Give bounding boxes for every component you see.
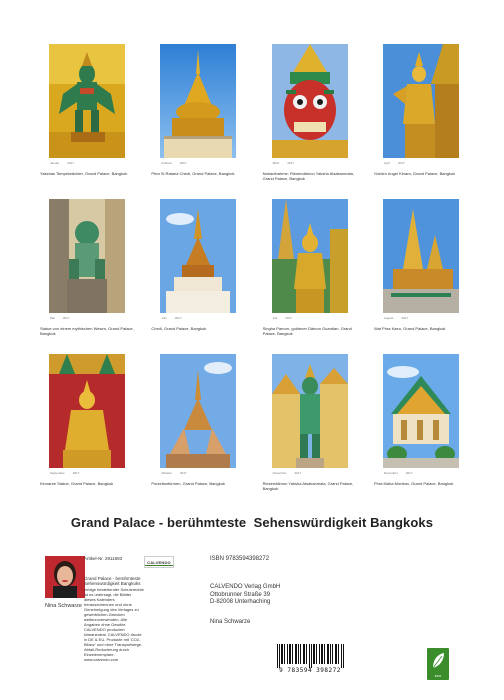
- month-name: Oktober: [161, 471, 172, 475]
- photo-golden-chedi: [160, 44, 236, 158]
- publisher-name: CALVENDO Verlag GmbH: [210, 584, 281, 590]
- month-year: 2017: [294, 471, 302, 475]
- month-cell-september: [40, 354, 134, 509]
- logo-text: CALVENDO: [147, 559, 171, 565]
- grid-row: [40, 354, 468, 509]
- leaf-icon: [431, 652, 445, 670]
- month-name: November: [272, 471, 287, 475]
- grid-row: [40, 199, 468, 354]
- month-name: September: [50, 471, 65, 475]
- month-year: 2017: [174, 316, 182, 320]
- isbn: ISBN 9783594398272: [210, 556, 270, 562]
- barcode: [273, 644, 347, 674]
- photo-grid: [40, 44, 468, 509]
- photo-caption: Porzellantürmen, Grand Palace, Bangkok: [151, 481, 225, 486]
- month-cell-oktober: [151, 354, 245, 509]
- calendar-title: Grand Palace - berühmteste Sehenswürdigkeit Bangkoks: [70, 515, 434, 530]
- footer: [40, 552, 468, 682]
- month-year: 2017: [287, 161, 295, 165]
- month-year: 2017: [285, 316, 292, 320]
- photo-wat-phra-kaeo: [383, 199, 459, 313]
- month-year: 2017: [72, 471, 80, 475]
- month-year: 2017: [179, 161, 187, 165]
- eco-badge: [427, 648, 449, 680]
- photo-kinnaree-statue: [49, 354, 125, 468]
- photo-caption: Golden Angel Kinara, Grand Palace, Bangkok: [373, 171, 456, 176]
- month-cell-august: [374, 199, 468, 354]
- month-name: Juli: [272, 316, 278, 320]
- author-photo: [45, 556, 85, 598]
- month-year: 2017: [62, 316, 70, 320]
- photo-chedi: [160, 199, 236, 313]
- product-title: Grand Palace - berühmteste Sehenswürdigkeit Bangkoks: [84, 576, 141, 586]
- month-cell-november: [263, 354, 357, 509]
- month-year: 2017: [67, 161, 74, 165]
- calvendo-logo: [144, 556, 174, 568]
- publisher-street: Ottobrunner Straße 39: [210, 591, 271, 598]
- photo-caption: Kinnaree Statue, Grand Palace, Bangkok: [40, 481, 114, 486]
- photo-porcelain-tower: [160, 354, 236, 468]
- month-name: Mai: [50, 316, 55, 320]
- publisher-city: D-82008 Unterhaching: [210, 599, 271, 605]
- photo-caption: Wat Phra Kaeo, Grand Palace, Bangkok: [373, 326, 446, 331]
- month-name: April: [383, 161, 390, 165]
- month-cell-maerz: [263, 44, 357, 199]
- month-cell-mai: [40, 199, 134, 354]
- month-year: 2017: [401, 316, 409, 320]
- photo-yaksha-guardian: [49, 44, 125, 158]
- month-cell-januar: [40, 44, 134, 199]
- photo-caption: Nahaufnahme: Riesendämon Yaksha Atsakanmala, Grand Palace, Bangkok: [262, 171, 354, 181]
- month-year: 2017: [398, 161, 405, 165]
- month-name: Januar: [50, 161, 60, 165]
- month-name: Dezember: [383, 471, 398, 475]
- month-name: Juni: [161, 316, 167, 320]
- barcode-number: 9 783594 398272: [279, 667, 341, 674]
- eco-label: eco: [434, 673, 442, 678]
- author-name: Nina Schwarze: [45, 603, 82, 609]
- month-year: 2017: [405, 471, 413, 475]
- photo-singha-panom: [272, 199, 348, 313]
- grid-row: [40, 44, 468, 199]
- photo-phra-maha-montian: [383, 354, 459, 468]
- legal-notice: Infolge bestehender Schutzrechte ist es untersagt, die Blätter dieses Kalenders herauszutrennen und ohne Genehmigung des Verlages zu gewerblichen Zwecken weiterzuverwenden. Alle Angaben ohne Gewähr. CALVENDO produziert klimaneutral. CALVENDO druckt in DE & EU. Produkte mit 'CO2-Bilanz' und ohne Transportwege. Abfall-Reduzierung durch Einzelexemplare. www.calvendo.com: [84, 587, 144, 662]
- month-name: Februar: [161, 161, 172, 165]
- photo-golden-kinara: [383, 44, 459, 158]
- month-cell-februar: [151, 44, 245, 199]
- photo-caption: Phra Si Ratana Chedi, Grand Palace, Bangkok: [151, 171, 235, 176]
- photo-mythical-statue: [49, 199, 125, 313]
- author-name-repeat: Nina Schwarze: [210, 619, 251, 625]
- photo-caption: Singha Panom- goldener Dämon Guardian, Grand Palace, Bangkok: [262, 326, 352, 336]
- month-cell-juli: [263, 199, 357, 354]
- month-cell-dezember: [374, 354, 468, 509]
- month-year: 2017: [180, 471, 187, 475]
- month-name: August: [383, 316, 394, 320]
- photo-caption: Statue von einem mythischen Wesen, Grand Palace, Bangkok: [40, 326, 134, 336]
- publisher-address: [210, 584, 280, 607]
- photo-caption: Phra Maha Montian, Grand Palace, Bangkok: [373, 481, 454, 486]
- photo-caption: Yakshas Tempelwächter, Grand Palace, Bangkok: [40, 171, 128, 176]
- photo-giant-demon: [272, 354, 348, 468]
- photo-caption: Chedi, Grand Palace, Bangkok: [151, 326, 207, 331]
- month-cell-april: [374, 44, 468, 199]
- barcode-bars: [277, 644, 345, 668]
- month-name: März: [272, 161, 280, 165]
- photo-demon-face: [272, 44, 348, 158]
- month-cell-juni: [151, 199, 245, 354]
- photo-caption: Riesendämon Yaksha Atsakanmala, Grand Palace, Bangkok: [262, 481, 354, 491]
- article-number: Artikel-Nr. 2911893: [84, 556, 123, 561]
